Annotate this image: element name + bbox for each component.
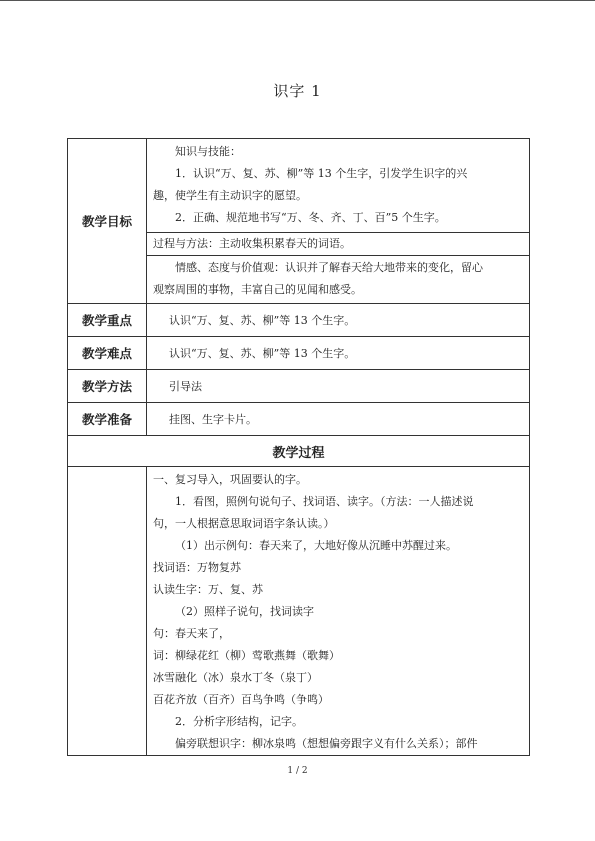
row-difficulties bbox=[68, 337, 530, 370]
row-method bbox=[68, 370, 530, 403]
process-line: （1）出示例句：春天来了，大地好像从沉睡中苏醒过来。 bbox=[175, 539, 457, 552]
process-line: 认读生字：万、复、苏 bbox=[153, 583, 263, 596]
process-content bbox=[147, 467, 530, 756]
goals-line: 2．正确、规范地书写“万、冬、齐、丁、百”5 个生字。 bbox=[175, 211, 446, 224]
process-line: （2）照样子说句，找词读字 bbox=[175, 605, 314, 618]
method-text: 引导法 bbox=[169, 380, 202, 393]
process-line: 句：春天来了， bbox=[153, 627, 230, 640]
process-line: 百花齐放（百齐）百鸟争鸣（争鸣） bbox=[153, 693, 329, 706]
process-line: 句，一人根据意思取词语字条认读。） bbox=[153, 517, 335, 530]
row-goals bbox=[68, 139, 530, 304]
process-line: 词：柳绿花红（柳）莺歌燕舞（歌舞） bbox=[153, 649, 340, 662]
label-goals: 教学目标 bbox=[68, 139, 147, 304]
goals-line: 知识与技能： bbox=[175, 145, 241, 158]
goals-line: 趣，使学生有主动识字的愿望。 bbox=[153, 189, 307, 202]
page-number: 1 / 2 bbox=[287, 766, 308, 776]
process-line: 2．分析字形结构，记字。 bbox=[175, 715, 303, 728]
goals-content bbox=[147, 139, 530, 304]
process-left-cell bbox=[68, 467, 147, 756]
process-line: 一、复习导入，巩固要认的字。 bbox=[153, 473, 307, 486]
page-top-rule bbox=[0, 0, 595, 1]
goals-line: 1．认识“万、复、苏、柳”等 13 个生字，引发学生识字的兴 bbox=[175, 167, 468, 180]
label-method: 教学方法 bbox=[68, 370, 147, 403]
lesson-plan-table bbox=[67, 138, 530, 756]
label-preparation: 教学准备 bbox=[68, 403, 147, 436]
process-line: 冰雪融化（冰）泉水丁冬（泉丁） bbox=[153, 671, 318, 684]
goals-line: 情感、态度与价值观：认识并了解春天给大地带来的变化，留心 bbox=[175, 261, 483, 274]
goals-line: 观察周围的事物，丰富自己的见闻和感受。 bbox=[153, 283, 362, 296]
process-heading: 教学过程 bbox=[68, 436, 530, 467]
process-line: 找词语：万物复苏 bbox=[153, 561, 241, 574]
row-preparation bbox=[68, 403, 530, 436]
row-process-heading bbox=[68, 436, 530, 467]
difficulties-text: 认识“万、复、苏、柳”等 13 个生字。 bbox=[169, 347, 356, 360]
label-difficulties: 教学难点 bbox=[68, 337, 147, 370]
page-title: 识字 1 bbox=[273, 82, 322, 100]
process-line: 1．看图，照例句说句子、找词语、读字。（方法：一人描述说 bbox=[175, 495, 474, 508]
label-key-points: 教学重点 bbox=[68, 304, 147, 337]
row-key-points bbox=[68, 304, 530, 337]
key-points-text: 认识“万、复、苏、柳”等 13 个生字。 bbox=[169, 314, 356, 327]
row-process bbox=[68, 467, 530, 756]
process-line: 偏旁联想识字：柳冰泉鸣（想想偏旁跟字义有什么关系）；部件 bbox=[175, 737, 478, 750]
goals-line: 过程与方法：主动收集积累春天的词语。 bbox=[153, 237, 351, 250]
preparation-text: 挂图、生字卡片。 bbox=[169, 413, 257, 426]
